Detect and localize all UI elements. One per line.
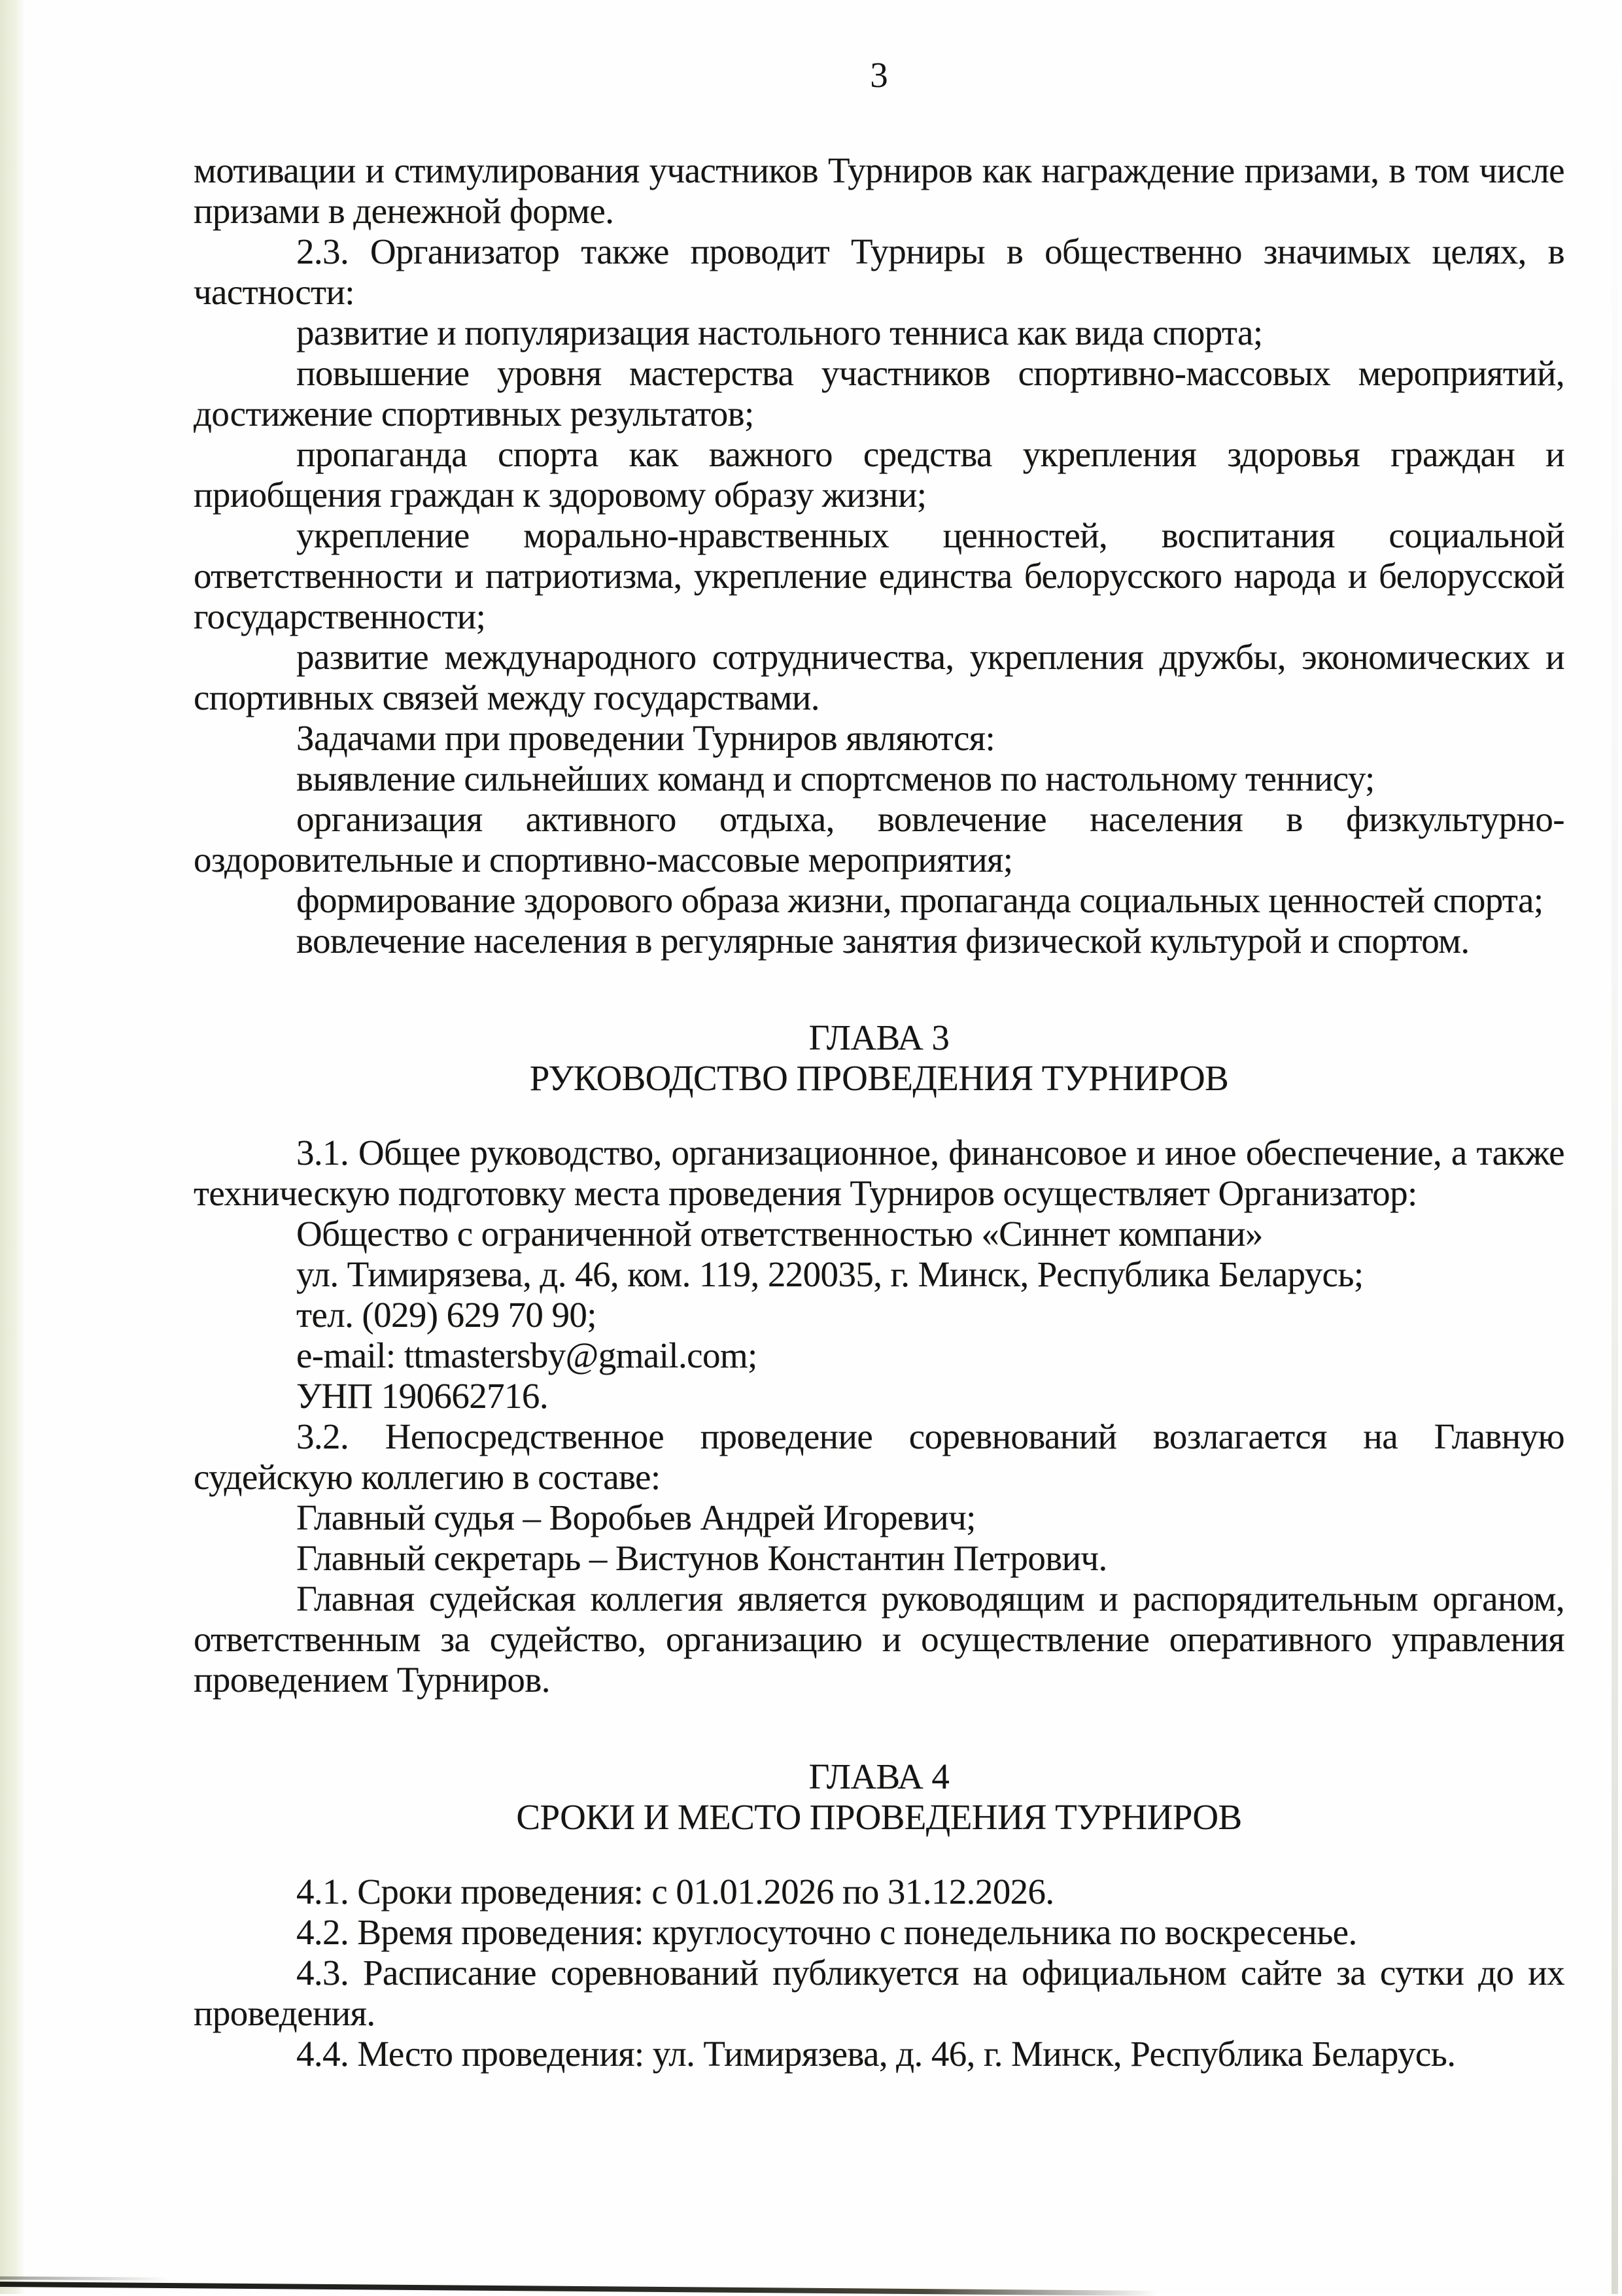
paragraph: 4.4. Место проведения: ул. Тимирязева, д. 46, г. Минск, Республика Беларусь. bbox=[296, 2034, 1456, 2074]
page-number: 3 bbox=[870, 55, 888, 95]
chapter-number-line: ГЛАВА 3 bbox=[808, 1018, 950, 1057]
document-body bbox=[194, 150, 1564, 2074]
paragraph: вовлечение населения в регулярные занятия физической культурой и спортом. bbox=[296, 921, 1470, 961]
paragraph: развитие международного сотрудничества, укрепления дружбы, экономических и спортивных связей между государствами. bbox=[194, 637, 1564, 717]
paragraph: 4.2. Время проведения: круглосуточно с понедельника по воскресенье. bbox=[296, 1912, 1357, 1952]
paragraph: повышение уровня мастерства участников спортивно-массовых мероприятий, достижение спортивных результатов; bbox=[194, 353, 1564, 434]
paragraph: мотивации и стимулирования участников Турниров как награждение призами, в том числе призами в денежной форме. bbox=[194, 150, 1564, 231]
paragraph: 3.2. Непосредственное проведение соревнований возлагается на Главную судейскую коллегию в составе: bbox=[194, 1416, 1564, 1497]
paragraph: ул. Тимирязева, д. 46, ком. 119, 220035, г. Минск, Республика Беларусь; bbox=[296, 1254, 1364, 1294]
paragraph: формирование здорового образа жизни, пропаганда социальных ценностей спорта; bbox=[296, 880, 1544, 920]
paragraph: Главная судейская коллегия является руководящим и распорядительным органом, ответственным за судейство, организацию и осуществление оперативного управления проведением Турниров. bbox=[194, 1579, 1564, 1700]
paragraph: организация активного отдыха, вовлечение населения в физкультурно-оздоровительные и спортивно-массовые мероприятия; bbox=[194, 799, 1564, 880]
scan-left-edge-artifact bbox=[0, 0, 25, 2294]
paragraph: 4.1. Сроки проведения: с 01.01.2026 по 31.12.2026. bbox=[296, 1872, 1054, 1911]
paragraph: УНП 190662716. bbox=[296, 1376, 548, 1416]
scan-right-edge-artifact bbox=[1612, 0, 1618, 2294]
paragraph: Главный судья – Воробьев Андрей Игоревич; bbox=[296, 1498, 976, 1537]
chapter-heading bbox=[194, 1756, 1564, 1838]
paragraph: Общество с ограниченной ответственностью «Синнет компани» bbox=[296, 1214, 1263, 1254]
paragraph: Задачами при проведении Турниров являются: bbox=[296, 718, 995, 758]
scan-bottom-line-artifact bbox=[0, 2276, 170, 2281]
paragraph: 3.1. Общее руководство, организационное, финансовое и иное обеспечение, а также техническую подготовку места проведения Турниров осуществляет Организатор: bbox=[194, 1133, 1564, 1213]
chapter-number-line: ГЛАВА 4 bbox=[808, 1756, 950, 1796]
paragraph: пропаганда спорта как важного средства укрепления здоровья граждан и приобщения граждан к здоровому образу жизни; bbox=[194, 434, 1564, 515]
chapter-heading bbox=[194, 1018, 1564, 1099]
paragraph: тел. (029) 629 70 90; bbox=[296, 1295, 596, 1335]
paragraph: развитие и популяризация настольного тенниса как вида спорта; bbox=[296, 313, 1263, 352]
paragraph: укрепление морально-нравственных ценностей, воспитания социальной ответственности и патриотизма, укрепление единства белорусского народа и белорусской государственности; bbox=[194, 515, 1564, 636]
chapter-title-line: СРОКИ И МЕСТО ПРОВЕДЕНИЯ ТУРНИРОВ bbox=[516, 1797, 1242, 1837]
paragraph: e-mail: ttmastersby@gmail.com; bbox=[296, 1335, 757, 1375]
paragraph: выявление сильнейших команд и спортсменов по настольному теннису; bbox=[296, 759, 1375, 798]
chapter-title-line: РУКОВОДСТВО ПРОВЕДЕНИЯ ТУРНИРОВ bbox=[529, 1058, 1229, 1098]
paragraph: Главный секретарь – Вистунов Константин Петрович. bbox=[296, 1538, 1107, 1578]
paragraph: 2.3. Организатор также проводит Турниры в общественно значимых целях, в частности: bbox=[194, 231, 1564, 312]
paragraph: 4.3. Расписание соревнований публикуется на официальном сайте за сутки до их проведения. bbox=[194, 1953, 1564, 2033]
